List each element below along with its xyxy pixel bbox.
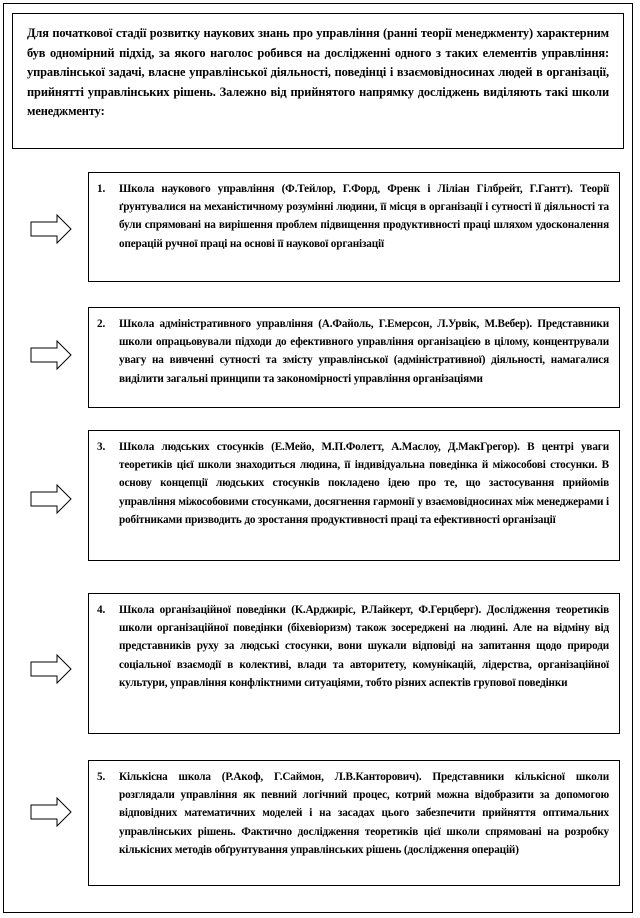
right-arrow-icon	[30, 797, 72, 827]
school-box-4	[88, 593, 620, 734]
school-box-5	[88, 760, 620, 886]
school-text: Школа наукового управління (Ф.Тейлор, Г.Форд, Френк і Лілiан Гілбрейт, Г.Гантт). Теорії ґрунтувалися на механістичному розумінні людини, її місця в організації і сутності її діяльності та були спрямовані на вирішення проблем підвищення продуктивності праці шляхом удосконалення операцій ручної праці на основі її наукової організації	[119, 183, 609, 250]
right-arrow-icon	[30, 214, 72, 244]
right-arrow-icon	[30, 484, 72, 514]
school-text: Школа людських стосунків (Е.Мейо, М.П.Фолетт, А.Маслоу, Д.МакГрегор). В центрі уваги теоретиків цієї школи знаходиться людина, її індивідуальна поведінка й міжособові стосунки. В основу концепції людських стосунків покладено ідею про те, що застосування прийомів управління міжособовими стосунками, досягнення гармонії у взаємовідносинах між менеджерами і робітниками призводить до зростання продуктивності праці та ефективності організації	[119, 441, 609, 526]
school-number: 4.	[97, 604, 106, 616]
school-number: 3.	[97, 441, 106, 453]
school-text: Школа адміністративного управління (А.Файоль, Г.Емерсон, Л.Урвік, М.Вебер). Представники школи опрацьовували підходи до ефективного управління організацією в цілому, концентрували увагу на вивченні сутності та змісту управлінської (адміністративної) діяльності, намагалися виділити загальні принципи та закономірності управління організаціями	[119, 318, 609, 385]
intro-text: Для початкової стадії розвитку наукових знань про управління (ранні теорії менеджменту) характерним був одномірний підхід, за якого наголос робився на дослідженні одного з таких елементів управління: управлінської задачі, власне управлінської діяльності, поведінці і взаємовідносинах людей в організації, прийнятті управлінських рішень. Залежно від прийнятого напрямку досліджень виділяють такі школи менеджменту:	[27, 26, 609, 119]
school-number: 1.	[97, 183, 106, 195]
school-box-3	[88, 430, 620, 561]
school-text: Школа організаційної поведінки (К.Арджиріс, Р.Лайкерт, Ф.Герцберг). Дослідження теоретиків школи організаційної поведінки (біхевіоризм) також зосереджені на людині. Але на відміну від представників руху за людські стосунки, вони шукали відповіді на запитання щодо природи соціальної взаємодії в колективі, влади та авторитету, комунікацій, лідерства, організаційної культури, управління конфліктними ситуаціями, тобто різних аспектів групової поведінки	[119, 604, 609, 689]
right-arrow-icon	[30, 654, 72, 684]
school-number: 2.	[97, 318, 106, 330]
school-number: 5.	[97, 771, 106, 783]
right-arrow-icon	[30, 340, 72, 370]
school-box-2	[88, 307, 620, 408]
intro-box	[12, 13, 624, 149]
school-text: Кількісна школа (Р.Акоф, Г.Саймон, Л.В.Канторович). Представники кількісної школи розглядали управління як певний логічний процес, котрий можна відобразити за допомогою відповідних математичних моделей і на засадах цього забезпечити прийняття оптимальних управлінських рішень. Фактично дослідження теоретиків цієї школи спрямовані на розробку кількісних методів обґрунтування управлінських рішень (дослідження операцій)	[119, 771, 609, 856]
school-box-1	[88, 172, 620, 282]
